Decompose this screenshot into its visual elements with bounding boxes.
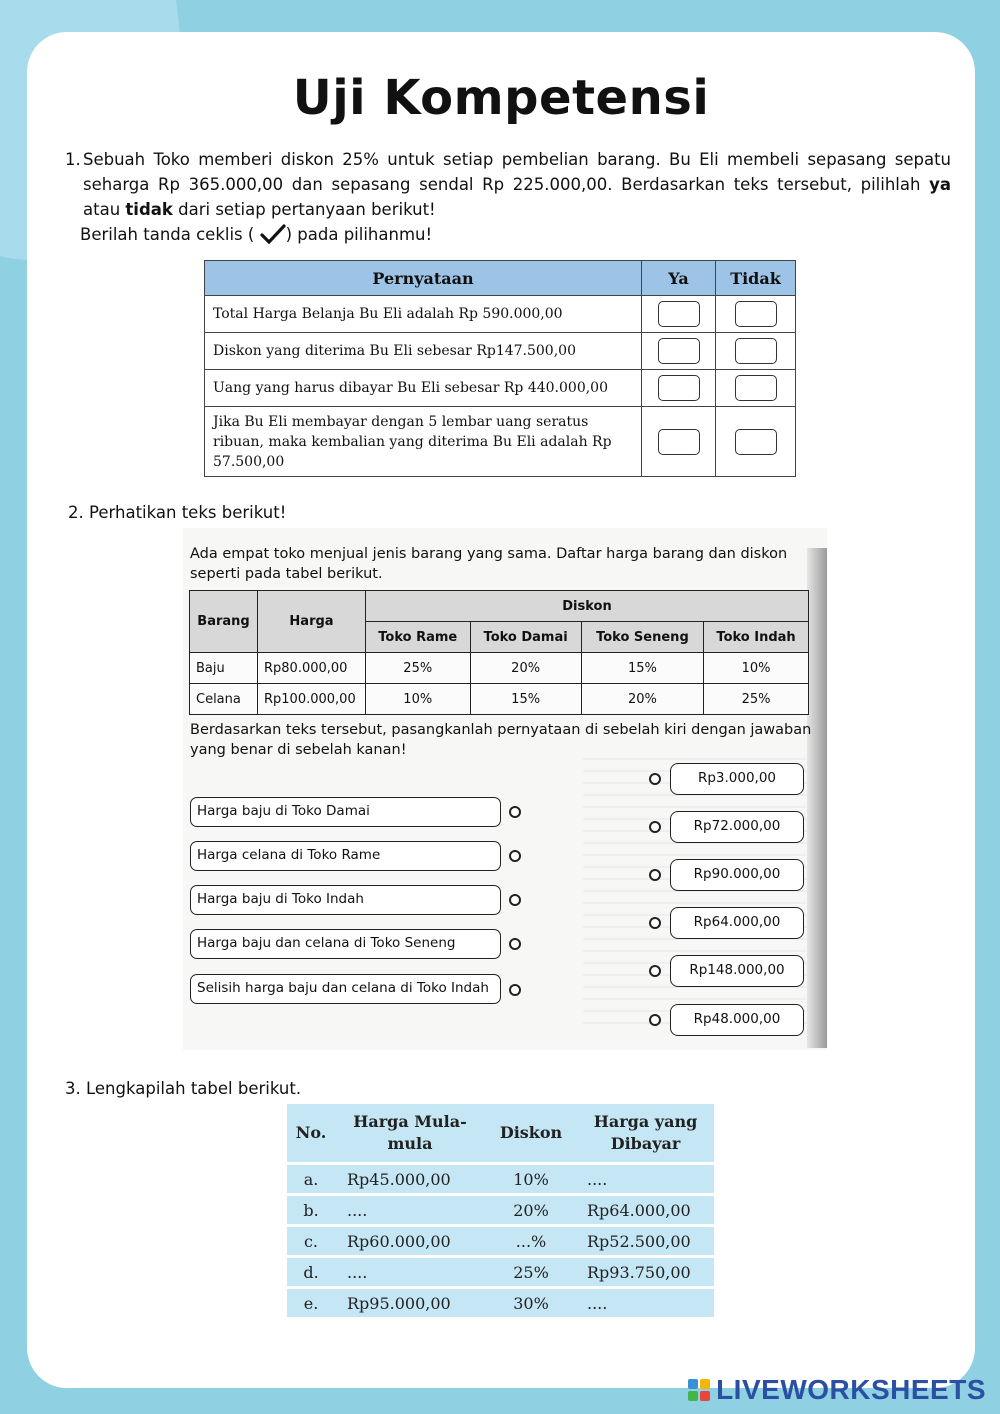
answer-blank[interactable]: .... [577,1165,714,1193]
question-2 [68,500,286,525]
header-diskon: Diskon [366,591,809,622]
match-right-dot[interactable] [649,869,661,881]
table-row: c. Rp60.000,00 ...% Rp52.500,00 [287,1227,714,1255]
match-right-dot[interactable] [649,965,661,977]
tidak-checkbox[interactable] [735,301,777,327]
match-right-dot[interactable] [649,773,661,785]
header-pernyataan: Pernyataan [205,261,642,296]
match-left-dot[interactable] [509,806,521,818]
match-right-item[interactable]: Rp72.000,00 [670,811,804,843]
match-left-dot[interactable] [509,894,521,906]
question-number: 1. [65,150,81,169]
exercise-intro: Ada empat toko menjual jenis barang yang sama. Daftar harga barang dan diskon seperti pada tabel berikut. [190,546,788,582]
ya-checkbox[interactable] [658,301,700,327]
answer-blank[interactable]: .... [335,1196,485,1224]
match-right-item[interactable]: Rp3.000,00 [670,763,804,795]
header-barang: Barang [190,591,258,653]
header-toko-rame: Toko Rame [366,622,471,653]
logo-grid-icon [688,1379,710,1401]
header-harga-dibayar: Harga yang Dibayar [577,1104,714,1162]
match-left-item[interactable]: Selisih harga baju dan celana di Toko Indah [190,974,501,1004]
question-3 [65,1076,301,1101]
table-row: Celana Rp100.000,00 10% 15% 20% 25% [190,684,809,715]
statement-text: Uang yang harus dibayar Bu Eli sebesar Rp 440.000,00 [205,370,642,407]
table-row: b. .... 20% Rp64.000,00 [287,1196,714,1224]
ya-checkbox[interactable] [658,375,700,401]
tick-instruction: Berilah tanda ceklis ( ) pada pilihanmu! [80,222,951,251]
answer-blank[interactable]: ...% [485,1227,577,1255]
table-row: a. Rp45.000,00 10% .... [287,1165,714,1193]
match-right-item[interactable]: Rp48.000,00 [670,1004,804,1036]
header-harga-mula: Harga Mula-mula [335,1104,485,1162]
statement-text: Jika Bu Eli membayar dengan 5 lembar uang seratus ribuan, maka kembalian yang diterima Bu Eli adalah Rp 57.500,00 [205,407,642,477]
ya-checkbox[interactable] [658,338,700,364]
discount-fill-table [287,1101,714,1320]
answer-blank[interactable]: .... [335,1258,485,1286]
header-diskon: Diskon [485,1104,577,1162]
tidak-checkbox[interactable] [735,429,777,455]
statement-table [204,260,796,477]
page-fold-shadow [807,548,827,1048]
header-ya: Ya [642,261,716,296]
question-number: 2. [68,503,84,522]
ya-checkbox[interactable] [658,429,700,455]
table-row [205,333,796,370]
checkmark-icon [260,224,286,251]
match-right-dot[interactable] [649,1014,661,1026]
question-1 [65,147,951,251]
table-row [205,407,796,477]
tidak-checkbox[interactable] [735,375,777,401]
header-toko-indah: Toko Indah [704,622,809,653]
question-text: Sebuah Toko memberi diskon 25% untuk setiap pembelian barang. Bu Eli membeli sepasang sepatu seharga Rp 365.000,00 dan sepasang sendal Rp 225.000,00. Berdasarkan teks tersebut, pilihlah ya atau tidak dari setiap pertanyaan berikut! [83,150,951,219]
table-row [205,296,796,333]
match-right-item[interactable]: Rp64.000,00 [670,907,804,939]
header-harga: Harga [258,591,366,653]
match-left-dot[interactable] [509,938,521,950]
header-toko-damai: Toko Damai [470,622,581,653]
match-right-item[interactable]: Rp148.000,00 [670,955,804,987]
match-right-dot[interactable] [649,917,661,929]
table-row [205,370,796,407]
page-title: Uji Kompetensi [292,70,710,126]
table-row: e. Rp95.000,00 30% .... [287,1289,714,1317]
question-text: Lengkapilah tabel berikut. [86,1079,302,1098]
liveworksheets-logo: LIVEWORKSHEETS [688,1374,986,1406]
match-right-item[interactable]: Rp90.000,00 [670,859,804,891]
tidak-checkbox[interactable] [735,338,777,364]
match-left-item[interactable]: Harga celana di Toko Rame [190,841,501,871]
price-discount-table [189,590,809,715]
question-text: Perhatikan teks berikut! [89,503,287,522]
table-row: Baju Rp80.000,00 25% 20% 15% 10% [190,653,809,684]
answer-blank[interactable]: .... [577,1289,714,1317]
match-left-item[interactable]: Harga baju dan celana di Toko Seneng [190,929,501,959]
header-toko-seneng: Toko Seneng [581,622,703,653]
header-tidak: Tidak [716,261,796,296]
matching-instruction: Berdasarkan teks tersebut, pasangkanlah pernyataan di sebelah kiri dengan jawaban yang benar di sebelah kanan! [190,722,812,758]
statement-text: Diskon yang diterima Bu Eli sebesar Rp147.500,00 [205,333,642,370]
scanned-exercise [183,528,827,1050]
match-right-dot[interactable] [649,821,661,833]
statement-text: Total Harga Belanja Bu Eli adalah Rp 590.000,00 [205,296,642,333]
table-row: d. .... 25% Rp93.750,00 [287,1258,714,1286]
match-left-dot[interactable] [509,984,521,996]
match-left-item[interactable]: Harga baju di Toko Damai [190,797,501,827]
header-no: No. [287,1104,335,1162]
match-left-dot[interactable] [509,850,521,862]
question-number: 3. [65,1079,81,1098]
match-left-item[interactable]: Harga baju di Toko Indah [190,885,501,915]
